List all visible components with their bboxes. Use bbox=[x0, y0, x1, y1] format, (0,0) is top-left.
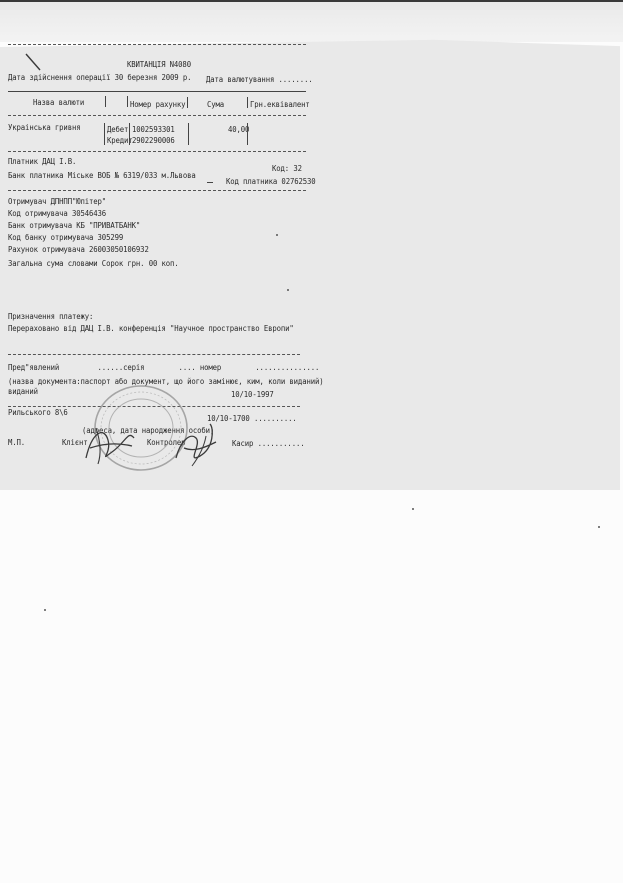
table-header-rule bbox=[8, 115, 306, 116]
issued-label: виданий bbox=[8, 386, 38, 396]
payer-code-number: Код платника 02762530 bbox=[226, 176, 316, 186]
controller-signature bbox=[170, 418, 220, 470]
valuation-date: Дата валютування ........ bbox=[206, 74, 313, 84]
scan-speck bbox=[44, 609, 46, 611]
issued-date: 10/10-1997 bbox=[231, 389, 274, 399]
col-divider bbox=[127, 96, 128, 107]
credit-label: Кредит bbox=[107, 135, 133, 145]
col-divider bbox=[105, 96, 106, 107]
payer-bank: Банк платника Міське ВОБ № 6319/033 м.Львова bbox=[8, 170, 196, 180]
col-account: Номер рахунку bbox=[130, 99, 186, 109]
address: Рильського 8\6 bbox=[8, 407, 68, 417]
debit-account: 1002593301 bbox=[132, 124, 175, 134]
purpose-rule bbox=[8, 354, 300, 355]
recipient-code: Код отримувача 30546436 bbox=[8, 208, 107, 218]
seal-place-label: М.П. bbox=[8, 437, 26, 447]
receipt-title: КВИТАНЦІЯ N4080 bbox=[127, 59, 191, 69]
scan-speck bbox=[287, 289, 289, 291]
credit-account: 2902290006 bbox=[132, 135, 175, 145]
recipient-bank: Банк отримувача КБ "ПРИВАТБАНК" bbox=[8, 220, 141, 230]
row-amount: 40,00 bbox=[228, 124, 250, 134]
col-divider bbox=[188, 123, 189, 145]
purpose-label: Призначення платежу: bbox=[8, 311, 94, 321]
scan-speck bbox=[598, 526, 600, 528]
client-label: Клієнт bbox=[62, 437, 88, 447]
controller-label: Контролер bbox=[147, 437, 186, 447]
debit-label: Дебет bbox=[107, 124, 129, 134]
recipient-account: Рахунок отримувача 26003050106932 bbox=[8, 244, 149, 254]
cashier-label: Касир ........... bbox=[232, 438, 305, 448]
operation-date: Дата здійснення операції 30 березня 2009 р. bbox=[8, 72, 192, 82]
col-currency: Назва валюти bbox=[33, 97, 85, 107]
row-currency: Украiнська гривня bbox=[8, 122, 81, 132]
table-top-rule bbox=[8, 91, 306, 92]
recipient-bank-code: Код банку отримувача 305299 bbox=[8, 232, 124, 242]
document-name-caption: (назва документа:паспорт або документ, що його замінює, ким, коли виданий) bbox=[8, 376, 324, 386]
payer-code: Код: 32 bbox=[272, 163, 302, 173]
col-divider bbox=[187, 97, 188, 108]
address-caption: (адреса, дата народження особи) bbox=[82, 425, 215, 435]
col-divider bbox=[104, 123, 105, 145]
payer-name: Платник ДАЦ I.В. bbox=[8, 156, 77, 166]
table-bottom-rule bbox=[8, 151, 306, 152]
col-amount: Сума bbox=[207, 99, 225, 109]
scan-top-margin bbox=[0, 0, 623, 42]
underscore-mark bbox=[207, 182, 213, 183]
scan-speck bbox=[412, 508, 414, 510]
scan-speck bbox=[276, 234, 278, 236]
purpose-text: Перераховано від ДАЦ I.В. конференція "Научное пространство Европи" bbox=[8, 323, 294, 333]
presented-document-line: Пред"явлений ......серія .... номер ............... bbox=[8, 362, 320, 372]
birth-date: 10/10-1700 bbox=[207, 413, 250, 423]
col-uah: Грн.еквівалент bbox=[250, 99, 310, 109]
col-divider bbox=[247, 97, 248, 108]
scan-top-edge bbox=[0, 0, 623, 2]
client-signature bbox=[78, 418, 138, 468]
top-rule bbox=[8, 44, 306, 45]
sum-in-words: Загальна сума словами Сорок грн. 00 коп. bbox=[8, 258, 179, 268]
col-divider bbox=[247, 123, 248, 145]
corner-pen-mark bbox=[24, 52, 42, 72]
recipient-name: Отримувач ДПНПП"Юпітер" bbox=[8, 196, 107, 206]
payer-rule bbox=[8, 190, 306, 191]
